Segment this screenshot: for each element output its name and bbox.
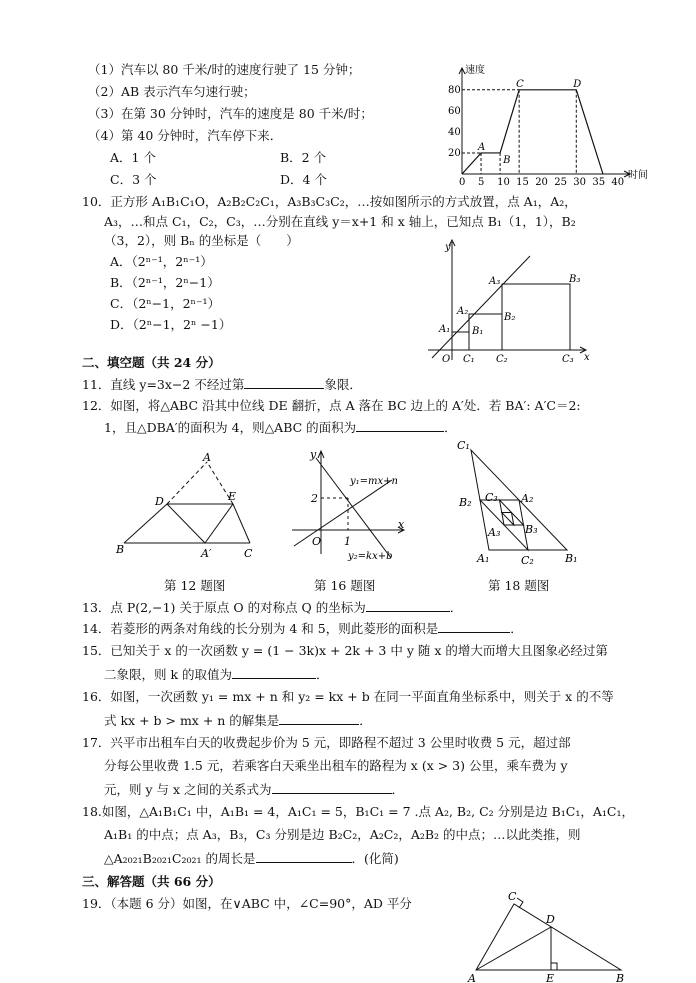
q10-squares-figure bbox=[420, 238, 600, 368]
q10-label-y: y bbox=[445, 242, 451, 253]
q16-label-o: O bbox=[312, 535, 322, 548]
q16-label-y: y bbox=[310, 448, 317, 461]
q10-label-b1: B₁ bbox=[472, 326, 484, 337]
q9-x-tick-5: 5 bbox=[478, 177, 485, 188]
q12-label-e: E bbox=[228, 490, 237, 503]
q9-y-tick-20: 20 bbox=[448, 147, 461, 159]
q9-option-d: D．4 个 bbox=[280, 172, 327, 187]
q9-point-D: D bbox=[573, 78, 582, 90]
q9-speed-time-chart bbox=[440, 58, 648, 188]
q10-label-x: x bbox=[584, 352, 590, 363]
q16-line-1: 16．如图，一次函数 y₁ = mx + n 和 y₂ = kx + b 在同一平面直角坐标系中，则关于 x 的不等 bbox=[82, 689, 614, 704]
q9-item-1: （1）汽车以 80 千米/时的速度行驶了 15 分钟； bbox=[88, 62, 361, 77]
q17-line-2: 分每公里收费 1.5 元，若乘客白天乘坐出租车的路程为 x (x > 3) 公里，乘车费为 y bbox=[104, 758, 568, 773]
q11: 11．直线 y=3x−2 不经过第 象限． bbox=[82, 377, 362, 392]
q14-blank[interactable] bbox=[438, 620, 510, 633]
q18-line-3: △A₂₀₂₁B₂₀₂₁C₂₀₂₁ 的周长是 ．(化简) bbox=[104, 851, 399, 866]
q13: 13．点 P(2,−1) 关于原点 O 的对称点 Q 的坐标为 ． bbox=[82, 600, 463, 615]
q18-nested-triangles-figure bbox=[455, 440, 595, 568]
caption-fig-12: 第 12 题图 bbox=[164, 578, 226, 593]
q10-option-d: D．（2ⁿ−1，2ⁿ −1） bbox=[110, 317, 232, 332]
q12-label-b: B bbox=[116, 543, 125, 556]
q18-label-a1: A₁ bbox=[477, 552, 490, 565]
q9-item-3: （3）在第 30 分钟时，汽车的速度是 80 千米/时； bbox=[88, 106, 373, 121]
q9-y-tick-40: 40 bbox=[448, 126, 461, 138]
q12-label-d: D bbox=[155, 495, 164, 508]
q18-label-a2: A₂ bbox=[521, 492, 534, 505]
q9-y-tick-80: 80 bbox=[448, 84, 461, 96]
q19-right-triangle-figure bbox=[466, 888, 636, 983]
q10-label-a3: A₃ bbox=[489, 276, 501, 287]
q10-label-b3: B₃ bbox=[569, 274, 581, 285]
section-2-heading: 二、填空题（共 24 分） bbox=[82, 355, 221, 370]
q9-x-tick-20: 20 bbox=[535, 177, 548, 188]
q10-line-yx1 bbox=[432, 256, 530, 358]
q9-y-tick-60: 60 bbox=[448, 105, 461, 117]
q12-label-a-prime: A′ bbox=[201, 547, 212, 560]
q9-x-tick-35: 35 bbox=[592, 177, 606, 188]
q9-option-c: C．3 个 bbox=[110, 172, 157, 187]
q9-x-tick-0: 0 bbox=[459, 177, 466, 188]
q13-blank[interactable] bbox=[366, 599, 450, 612]
q9-item-4: （4）第 40 分钟时，汽车停下来． bbox=[88, 128, 283, 143]
q16-label-x: x bbox=[398, 518, 405, 531]
q19-label-b: B bbox=[616, 972, 625, 983]
q18-line-2: A₁B₁ 的中点；点 A₃，B₃，C₃ 分别是边 B₂C₂，A₂C₂，A₂B₂ 的中点；…以此类推，则 bbox=[104, 827, 581, 842]
q9-x-tick-40: 40 bbox=[611, 177, 625, 188]
q9-point-B: B bbox=[503, 154, 511, 166]
q18-label-b1: B₁ bbox=[565, 552, 578, 565]
q10-label-a1: A₁ bbox=[439, 324, 451, 335]
q16-line-2: 式 kx + b > mx + n 的解集是 ． bbox=[104, 713, 372, 728]
q9-point-A: A bbox=[478, 141, 486, 153]
q18-label-b3: B₃ bbox=[525, 523, 538, 536]
q10-line-2: A₃，…和点 C₁，C₂，C₃，…分别在直线 y＝x+1 和 x 轴上，已知点 B₁（1，1），B₂ bbox=[104, 214, 576, 229]
section-3-heading: 三、解答题（共 66 分） bbox=[82, 874, 221, 889]
caption-fig-16: 第 16 题图 bbox=[314, 578, 376, 593]
q17-blank[interactable] bbox=[272, 781, 392, 794]
q9-x-tick-15: 15 bbox=[516, 177, 529, 188]
q12-label-c: C bbox=[244, 547, 253, 560]
q9-option-a: A．1 个 bbox=[110, 150, 156, 165]
q18-label-c1: C₁ bbox=[457, 439, 470, 452]
caption-fig-18: 第 18 题图 bbox=[488, 578, 550, 593]
q18-label-c2: C₂ bbox=[521, 554, 534, 567]
q15-line-2: 二象限，则 k 的取值为 ． bbox=[104, 667, 329, 682]
q10-label-a2: A₂ bbox=[457, 306, 469, 317]
q16-blank[interactable] bbox=[279, 712, 359, 725]
q10-label-c3: C₃ bbox=[562, 354, 574, 365]
q9-item-2: （2）AB 表示汽车匀速行驶； bbox=[88, 84, 256, 99]
q19: 19．（本题 6 分）如图，在∨ABC 中，∠C=90°，AD 平分 bbox=[82, 896, 412, 911]
q10-option-b: B．（2ⁿ⁻¹，2ⁿ−1） bbox=[110, 275, 220, 290]
q16-label-y2: y₂=kx+b bbox=[348, 551, 393, 562]
q14: 14．若菱形的两条对角线的长分别为 4 和 5，则此菱形的面积是 ． bbox=[82, 621, 523, 636]
q10-label-b2: B₂ bbox=[504, 312, 516, 323]
q10-label-c1: C₁ bbox=[463, 354, 475, 365]
q9-y-label: 速度 bbox=[465, 65, 485, 76]
q12-line-1: 12．如图，将△ABC 沿其中位线 DE 翻折，点 A 落在 BC 边上的 A′处．若 BA′: A′C＝2: bbox=[82, 398, 581, 413]
q16-label-2: 2 bbox=[311, 492, 318, 505]
q9-x-tick-10: 10 bbox=[497, 177, 510, 188]
q12-triangle-figure bbox=[112, 450, 262, 560]
q10-label-c2: C₂ bbox=[496, 354, 508, 365]
q10-option-c: C．（2ⁿ−1，2ⁿ⁻¹） bbox=[110, 296, 221, 311]
q15-line-1: 15．已知关于 x 的一次函数 y = (1 − 3k)x + 2k + 3 中 y 随 x 的增大而增大且图象必经过第 bbox=[82, 643, 608, 658]
q11-blank[interactable] bbox=[244, 376, 324, 389]
q9-speed-line bbox=[462, 90, 603, 174]
q18-line-1: 18.如图，△A₁B₁C₁ 中，A₁B₁ = 4，A₁C₁ = 5，B₁C₁ = 7 .点 A₂, B₂, C₂ 分别是边 B₁C₁，A₁C₁， bbox=[82, 804, 634, 819]
q9-point-C: C bbox=[516, 78, 524, 90]
q9-x-tick-30: 30 bbox=[573, 177, 587, 188]
q12-blank[interactable] bbox=[356, 419, 444, 432]
q19-label-c: C bbox=[508, 890, 517, 903]
q19-label-a: A bbox=[468, 972, 476, 983]
q9-x-label: 时间 bbox=[628, 170, 648, 181]
q12-line-2: 1，且△DBA′的面积为 4，则△ABC 的面积为 ． bbox=[104, 420, 457, 435]
q9-x-tick-25: 25 bbox=[554, 177, 567, 188]
q18-label-a3: A₃ bbox=[488, 526, 501, 539]
q10-line-3: （3，2），则 Bₙ 的坐标是（ ） bbox=[104, 233, 299, 248]
q16-label-1: 1 bbox=[344, 535, 351, 548]
q9-option-b: B．2 个 bbox=[280, 150, 327, 165]
q17-line-3: 元，则 y 与 x 之间的关系式为 ． bbox=[104, 782, 405, 797]
q12-label-a: A bbox=[203, 451, 211, 464]
q16-label-y1: y₁=mx+n bbox=[350, 476, 398, 487]
q18-blank[interactable] bbox=[256, 850, 352, 863]
q16-lines-figure bbox=[288, 446, 418, 561]
q18-label-b2: B₂ bbox=[459, 496, 472, 509]
q19-label-d: D bbox=[546, 913, 555, 926]
q15-blank[interactable] bbox=[232, 666, 316, 679]
q18-label-c3: C₃ bbox=[485, 491, 498, 504]
q10-line-1: 10．正方形 A₁B₁C₁O，A₂B₂C₂C₁，A₃B₃C₃C₂，…按如图所示的方式放置，点 A₁，A₂， bbox=[82, 194, 577, 209]
q10-option-a: A．（2ⁿ⁻¹，2ⁿ⁻¹） bbox=[110, 254, 213, 269]
q10-label-o: O bbox=[442, 354, 451, 365]
q17-line-1: 17．兴平市出租车白天的收费起步价为 5 元，即路程不超过 3 公里时收费 5 元，超过部 bbox=[82, 735, 571, 750]
q19-label-e: E bbox=[546, 972, 555, 983]
